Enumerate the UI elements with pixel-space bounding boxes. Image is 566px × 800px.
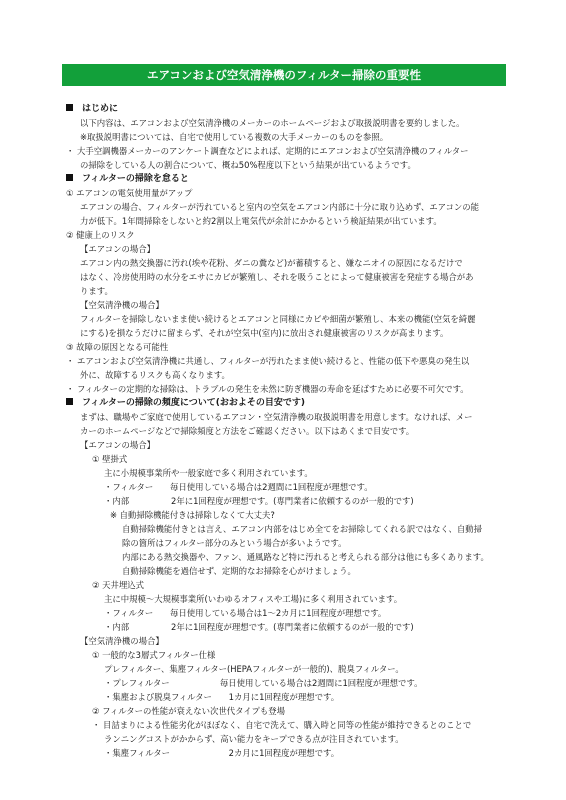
line-text: ・ 目詰まりによる性能劣化がほぼなく、自宅で洗えて、購入時と同等の性能が維持できるとのことで [92,720,472,730]
text-line [66,355,469,367]
text-line [66,145,469,157]
line-text: エアコンの場合、フィルターが汚れていると室内の空気をエアコン内部に十分に取り込めず、エアコンの能 [80,202,480,212]
line-text: ・集塵フィルター 2カ月に1回程度が理想です。 [104,748,340,758]
text-line [104,593,402,605]
text-line [104,607,386,619]
text-line [80,131,388,143]
line-text: 自動掃除機能を過信せず、定期的なお掃除を心がけましょう。 [122,566,356,576]
text-line [122,537,346,549]
line-text: プレフィルター、集塵フィルター(HEPAフィルターが一般的)、脱臭フィルター。 [104,664,404,674]
text-line [122,523,482,535]
square-bullet-icon [66,174,73,181]
line-text: ・内部 2年に1回程度が理想です。(専門業者に依頼するのが一般的です) [104,622,414,632]
text-line [80,117,465,129]
line-text: ・内部 2年に1回程度が理想です。(専門業者に依頼するのが一般的です) [104,496,414,506]
line-text: 【エアコンの場合】 [80,440,155,450]
section-heading [66,173,189,185]
text-line [104,663,404,675]
text-line [66,187,192,199]
line-text: まずは、職場やご家庭で使用しているエアコン・空気清浄機の取扱説明書を用意します。なければ、メー [80,412,473,422]
line-text: ランニングコストがかからず、高い能力をキープできる点が注目されています。 [104,734,404,744]
line-text: の掃除をしている人の割合について、概ね50%程度以下という結果が出ているようです。 [80,160,416,170]
page-title: エアコンおよび空気清浄機のフィルター掃除の重要性 [62,64,506,86]
line-text: 【エアコンの場合】 [80,244,155,254]
line-text: ・フィルター 毎日使用している場合は1～2カ月に1回程度が理想です。 [104,608,387,618]
line-text: ② フィルターの性能が衰えない次世代タイプも登場 [92,706,285,716]
line-text: カーのホームページなどで掃除頻度と方法をご確認ください。以下はあくまで目安です。 [80,426,415,436]
text-line [80,425,414,437]
line-text: ・ エアコンおよび空気清浄機に共通し、フィルターが汚れたまま使い続けると、性能の低下や悪臭の発生以 [66,356,470,366]
text-line [66,229,135,241]
text-line [122,565,356,577]
square-bullet-icon [66,398,73,405]
line-text: ② 天井埋込式 [92,580,145,590]
text-line [104,691,339,703]
line-text: ② 健康上のリスク [66,230,135,240]
line-text: 以下内容は、エアコンおよび空気清浄機のメーカーのホームページおよび取扱説明書を要約しました。 [80,118,465,128]
text-line [104,495,414,507]
line-text: ① エアコンの電気使用量がアップ [66,188,193,198]
text-line [110,509,275,521]
text-line [92,649,215,661]
line-text: ① 壁掛式 [92,454,128,464]
text-line [80,271,473,283]
line-text: はなく、冷房使用時の水分をエサにカビが繁殖し、それを吸うことによって健康被害を発症する場合があ [80,272,474,282]
text-line [80,299,164,311]
text-line [80,285,113,297]
text-line [104,733,404,745]
text-line [80,327,448,339]
text-line [104,621,414,633]
line-text: はじめに [82,104,119,114]
square-bullet-icon [66,104,73,111]
line-text: ・ 大手空調機器メーカーのアンケート調査などによれば、定期的にエアコンおよび空気清浄機のフィルター [66,146,469,156]
line-text: ① 一般的な3層式フィルター仕様 [92,650,216,660]
line-text: ・プレフィルター 毎日使用している場合は2週間に1回程度が理想です。 [104,678,423,688]
line-text: ※ 自動掃除機能付きは掃除しなくて大丈夫? [110,510,275,520]
text-line [92,705,285,717]
line-text: 内部にある熱交換器や、ファン、通風路など特に汚れると考えられる部分は他にも多くあります。 [122,552,489,562]
text-line [80,159,416,171]
line-text: ③ 故障の原因となる可能性 [66,342,169,352]
text-line [92,719,471,731]
line-text: ・集塵および脱臭フィルター 1カ月に1回程度が理想です。 [104,692,340,702]
line-text: にする)を損なうだけに留まらず、それが空気中(室内)に放出され健康被害のリスクが高まります。 [80,328,449,338]
text-line [80,313,475,325]
line-text: 自動掃除機能付きとは言え、エアコン内部をはじめ全てをお掃除してくれる訳ではなく、自動掃 [122,524,483,534]
line-text: 主に小規模事業所や一般家庭で多く利用されています。 [104,468,313,478]
line-text: 外に、故障するリスクも高くなります。 [80,370,230,380]
line-text: 【空気清浄機の場合】 [80,300,164,310]
text-line [66,383,469,395]
text-line [80,635,164,647]
line-text: 除の箇所はフィルター部分のみという場合が多いようです。 [122,538,347,548]
text-line [104,467,313,479]
text-line [80,439,155,451]
line-text: エアコン内の熱交換器に汚れ(埃や花粉、ダニの糞など)が蓄積すると、嫌なニオイの原因になるだけで [80,258,463,268]
text-line [104,747,339,759]
text-line [122,551,489,563]
text-line [80,215,442,227]
text-line [80,369,230,381]
section-heading [66,397,305,409]
line-text: ・フィルター 毎日使用している場合は2週間に1回程度が理想です。 [104,482,373,492]
text-line [92,579,144,591]
text-line [80,411,473,423]
line-text: ※取扱説明書については、自宅で使用している複数の大手メーカーのものを参照。 [80,132,389,142]
text-line [80,257,463,269]
text-line [104,677,423,689]
line-text: 【空気清浄機の場合】 [80,636,164,646]
text-line [104,481,373,493]
line-text: 力が低下。1年間掃除をしないと約2割以上電気代が余計にかかるという検証結果が出ています。 [80,216,442,226]
section-heading [66,103,118,115]
line-text: ります。 [80,286,113,296]
line-text: ・ フィルターの定期的な掃除は、トラブルの発生を未然に防ぎ機器の寿命を延ばすために必要不可欠です。 [66,384,469,394]
text-line [66,341,168,353]
text-line [92,453,127,465]
line-text: 主に中規模～大規模事業所(いわゆるオフィスや工場)に多く利用されています。 [104,594,403,604]
line-text: フィルターの掃除の頻度について(おおよその目安です) [82,398,305,408]
text-line [80,243,155,255]
line-text: フィルターの掃除を怠ると [82,174,189,184]
line-text: フィルターを掃除しないまま使い続けるとエアコンと同様にカビや細菌が繁殖し、本来の機能(空気を綺麗 [80,314,476,324]
text-line [80,201,479,213]
